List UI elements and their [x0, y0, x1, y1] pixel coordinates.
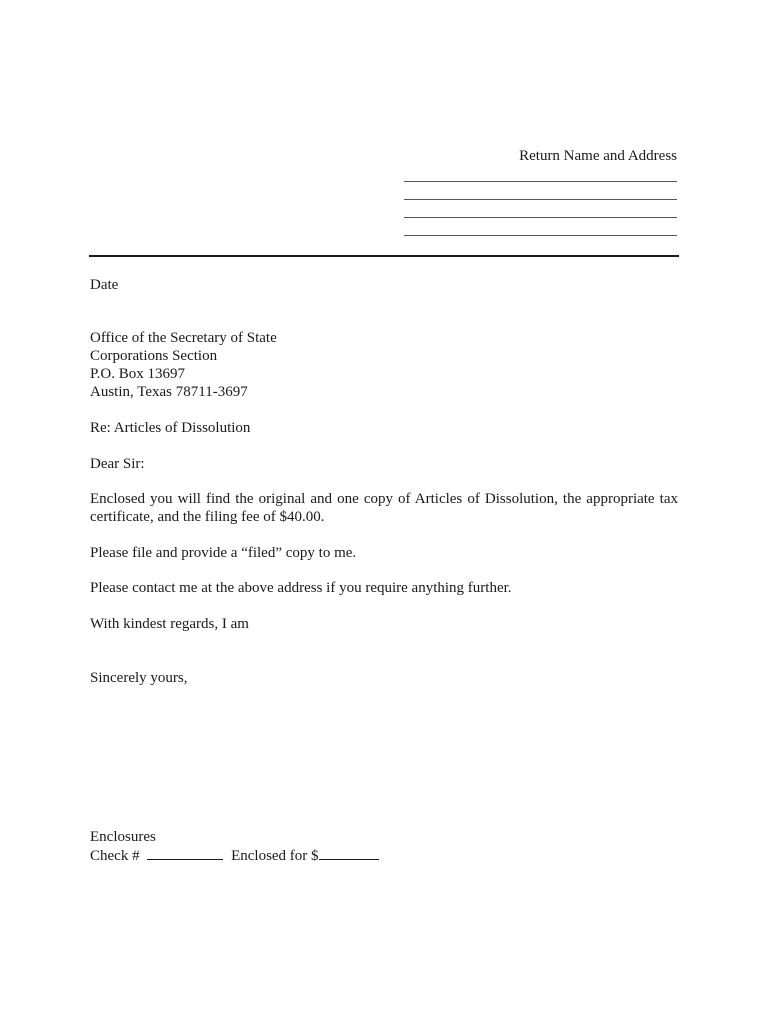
- recipient-line-4: Austin, Texas 78711-3697: [90, 384, 248, 400]
- enclosures-label: Enclosures: [90, 829, 156, 845]
- return-address-blank-line-3[interactable]: [404, 217, 677, 218]
- recipient-line-2: Corporations Section: [90, 348, 218, 364]
- date-label: Date: [90, 277, 119, 293]
- return-address-title: Return Name and Address: [519, 148, 677, 164]
- enclosed-amount-label: Enclosed for $: [231, 848, 319, 864]
- enclosed-amount-blank[interactable]: [319, 846, 379, 860]
- closing: Sincerely yours,: [90, 670, 188, 686]
- subject-line: Re: Articles of Dissolution: [90, 420, 251, 436]
- return-address-blank-line-1[interactable]: [404, 181, 677, 182]
- return-address-block: [404, 147, 677, 165]
- recipient-line-1: Office of the Secretary of State: [90, 330, 277, 346]
- body-paragraph-3: Please contact me at the above address if you require anything further.: [90, 580, 512, 596]
- body-paragraph-1: Enclosed you will find the original and one copy of Articles of Dissolution, the appropriate tax certificate, and the filing fee of $40.00.: [90, 491, 678, 525]
- salutation: Dear Sir:: [90, 456, 145, 472]
- check-number-blank[interactable]: [147, 846, 223, 860]
- recipient-address: [90, 329, 277, 401]
- check-line: [90, 846, 379, 865]
- return-address-blank-line-2[interactable]: [404, 199, 677, 200]
- body-paragraph-4: With kindest regards, I am: [90, 616, 249, 632]
- return-address-blank-line-4[interactable]: [404, 235, 677, 236]
- recipient-line-3: P.O. Box 13697: [90, 366, 186, 382]
- check-number-label: Check #: [90, 848, 140, 864]
- header-divider: [89, 255, 679, 257]
- body-paragraph-2: Please file and provide a “filed” copy to me.: [90, 545, 357, 561]
